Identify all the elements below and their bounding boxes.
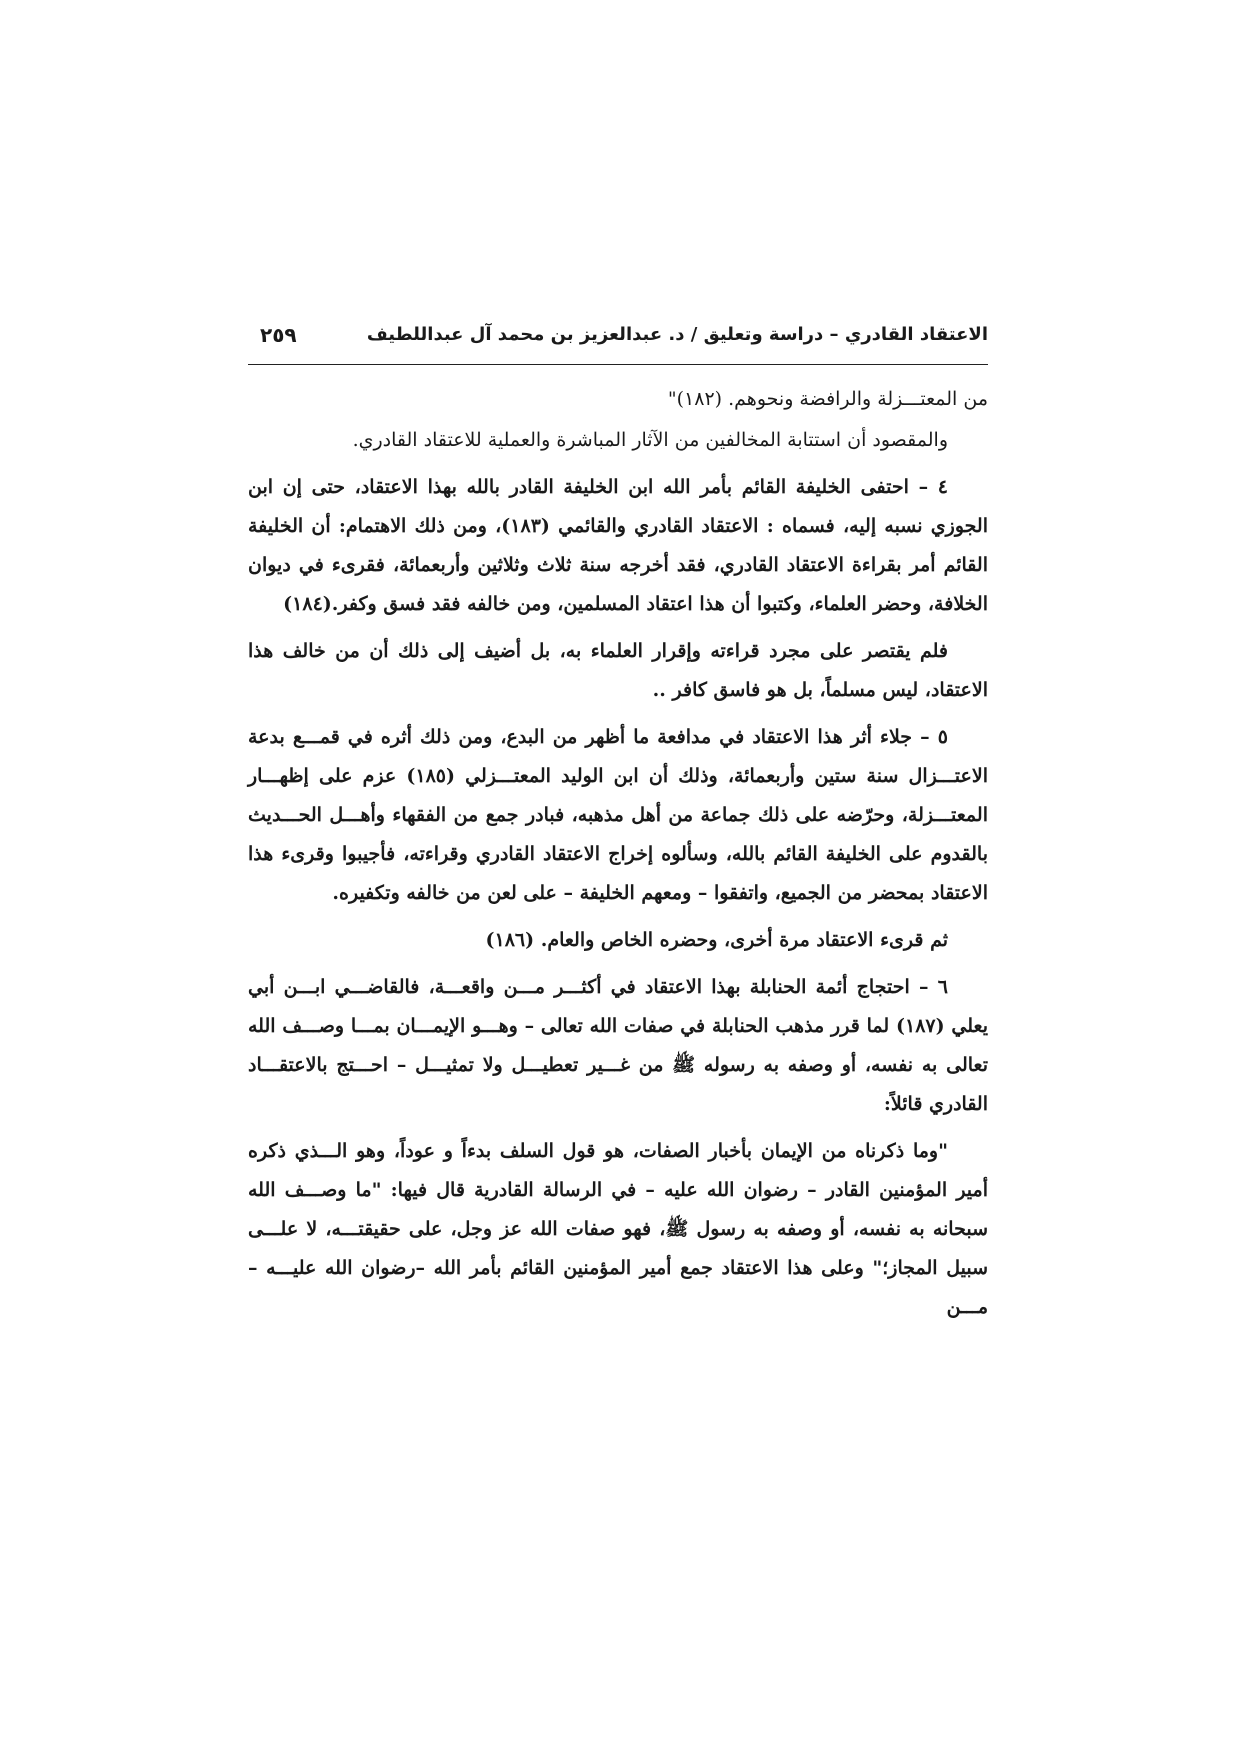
- running-header-title: الاعتقاد القادري – دراسة وتعليق / د. عبدالعزيز بن محمد آل عبداللطيف: [366, 324, 988, 345]
- paragraph-point-4-note: فلم يقتصر على مجرد قراءته وإقرار العلماء به، بل أضيف إلى ذلك أن من خالف هذا الاعتقاد، ليس مسلماً، بل هو فاسق كافر ..: [248, 640, 988, 701]
- page-number: ٢٥٩: [260, 323, 297, 347]
- paragraph-point-5: ٥ – جلاء أثر هذا الاعتقاد في مدافعة ما أظهر من البدع، ومن ذلك أثره في قمـــع بدعة الاعتـــزال سنة ستين وأربعمائة، وذلك أن ابن الوليد المعتـــزلي (١٨٥) عزم على إظهـــار المعتـــزلة، وحرّضه على ذلك جماعة من أهل مذهبه، فبادر جمع من الفقهاء وأهـــل الحـــديث بالقدوم على الخليفة القائم بالله، وسألوه إخراج الاعتقاد القادري وقراءته، فأجيبوا وقرىء هذا الاعتقاد بمحضر من الجميع، واتفقوا – ومعهم الخليفة – على لعن من خالفه وتكفيره.: [248, 726, 988, 904]
- body-text: [248, 380, 988, 1335]
- running-header: [248, 318, 988, 352]
- paragraph-point-6: ٦ – احتجاج أئمة الحنابلة بهذا الاعتقاد في أكثـــر مـــن واقعـــة، فالقاضـــي ابـــن أبي يعلي (١٨٧) لما قرر مذهب الحنابلة في صفات الله تعالى – وهـــو الإيمـــان بمـــا وصـــف الله تعالى به نفسه، أو وصفه به رسوله ﷺ من غـــير تعطيـــل ولا تمثيـــل – احـــتج بالاعتقـــاد القادري قائلاً:: [248, 976, 988, 1115]
- paragraph-point-5-note: ثم قرىء الاعتقاد مرة أخرى، وحضره الخاص والعام. (١٨٦): [485, 929, 948, 951]
- paragraph-quote-end: من المعتـــزلة والرافضة ونحوهم. (١٨٢)": [667, 388, 988, 410]
- paragraph-summary: والمقصود أن استتابة المخالفين من الآثار المباشرة والعملية للاعتقاد القادري.: [352, 429, 948, 451]
- paragraph-quotation: "وما ذكرناه من الإيمان بأخبار الصفات، هو قول السلف بدءاً و عوداً، وهو الـــذي ذكره أمير المؤمنين القادر – رضوان الله عليه – في الرسالة القادرية قال فيها: "ما وصـــف الله سبحانه به نفسه، أو وصفه به رسول ﷺ، فهو صفات الله عز وجل، على حقيقتـــه، لا علـــى سبيل المجاز؛" وعلى هذا الاعتقاد جمع أمير المؤمنين القائم بأمر الله –رضوان الله عليـــه – مـــن: [248, 1140, 988, 1318]
- header-divider: [248, 364, 988, 365]
- paragraph-point-4: ٤ – احتفى الخليفة القائم بأمر الله ابن الخليفة القادر بالله بهذا الاعتقاد، حتى إن ابن الجوزي نسبه إليه، فسماه : الاعتقاد القادري والقائمي (١٨٣)، ومن ذلك الاهتمام: أن الخليفة القائم أمر بقراءة الاعتقاد القادري، فقد أخرجه سنة ثلاث وثلاثين وأربعمائة، فقرىء في ديوان الخلافة، وحضر العلماء، وكتبوا أن هذا اعتقاد المسلمين، ومن خالفه فقد فسق وكفر.(١٨٤): [248, 476, 988, 615]
